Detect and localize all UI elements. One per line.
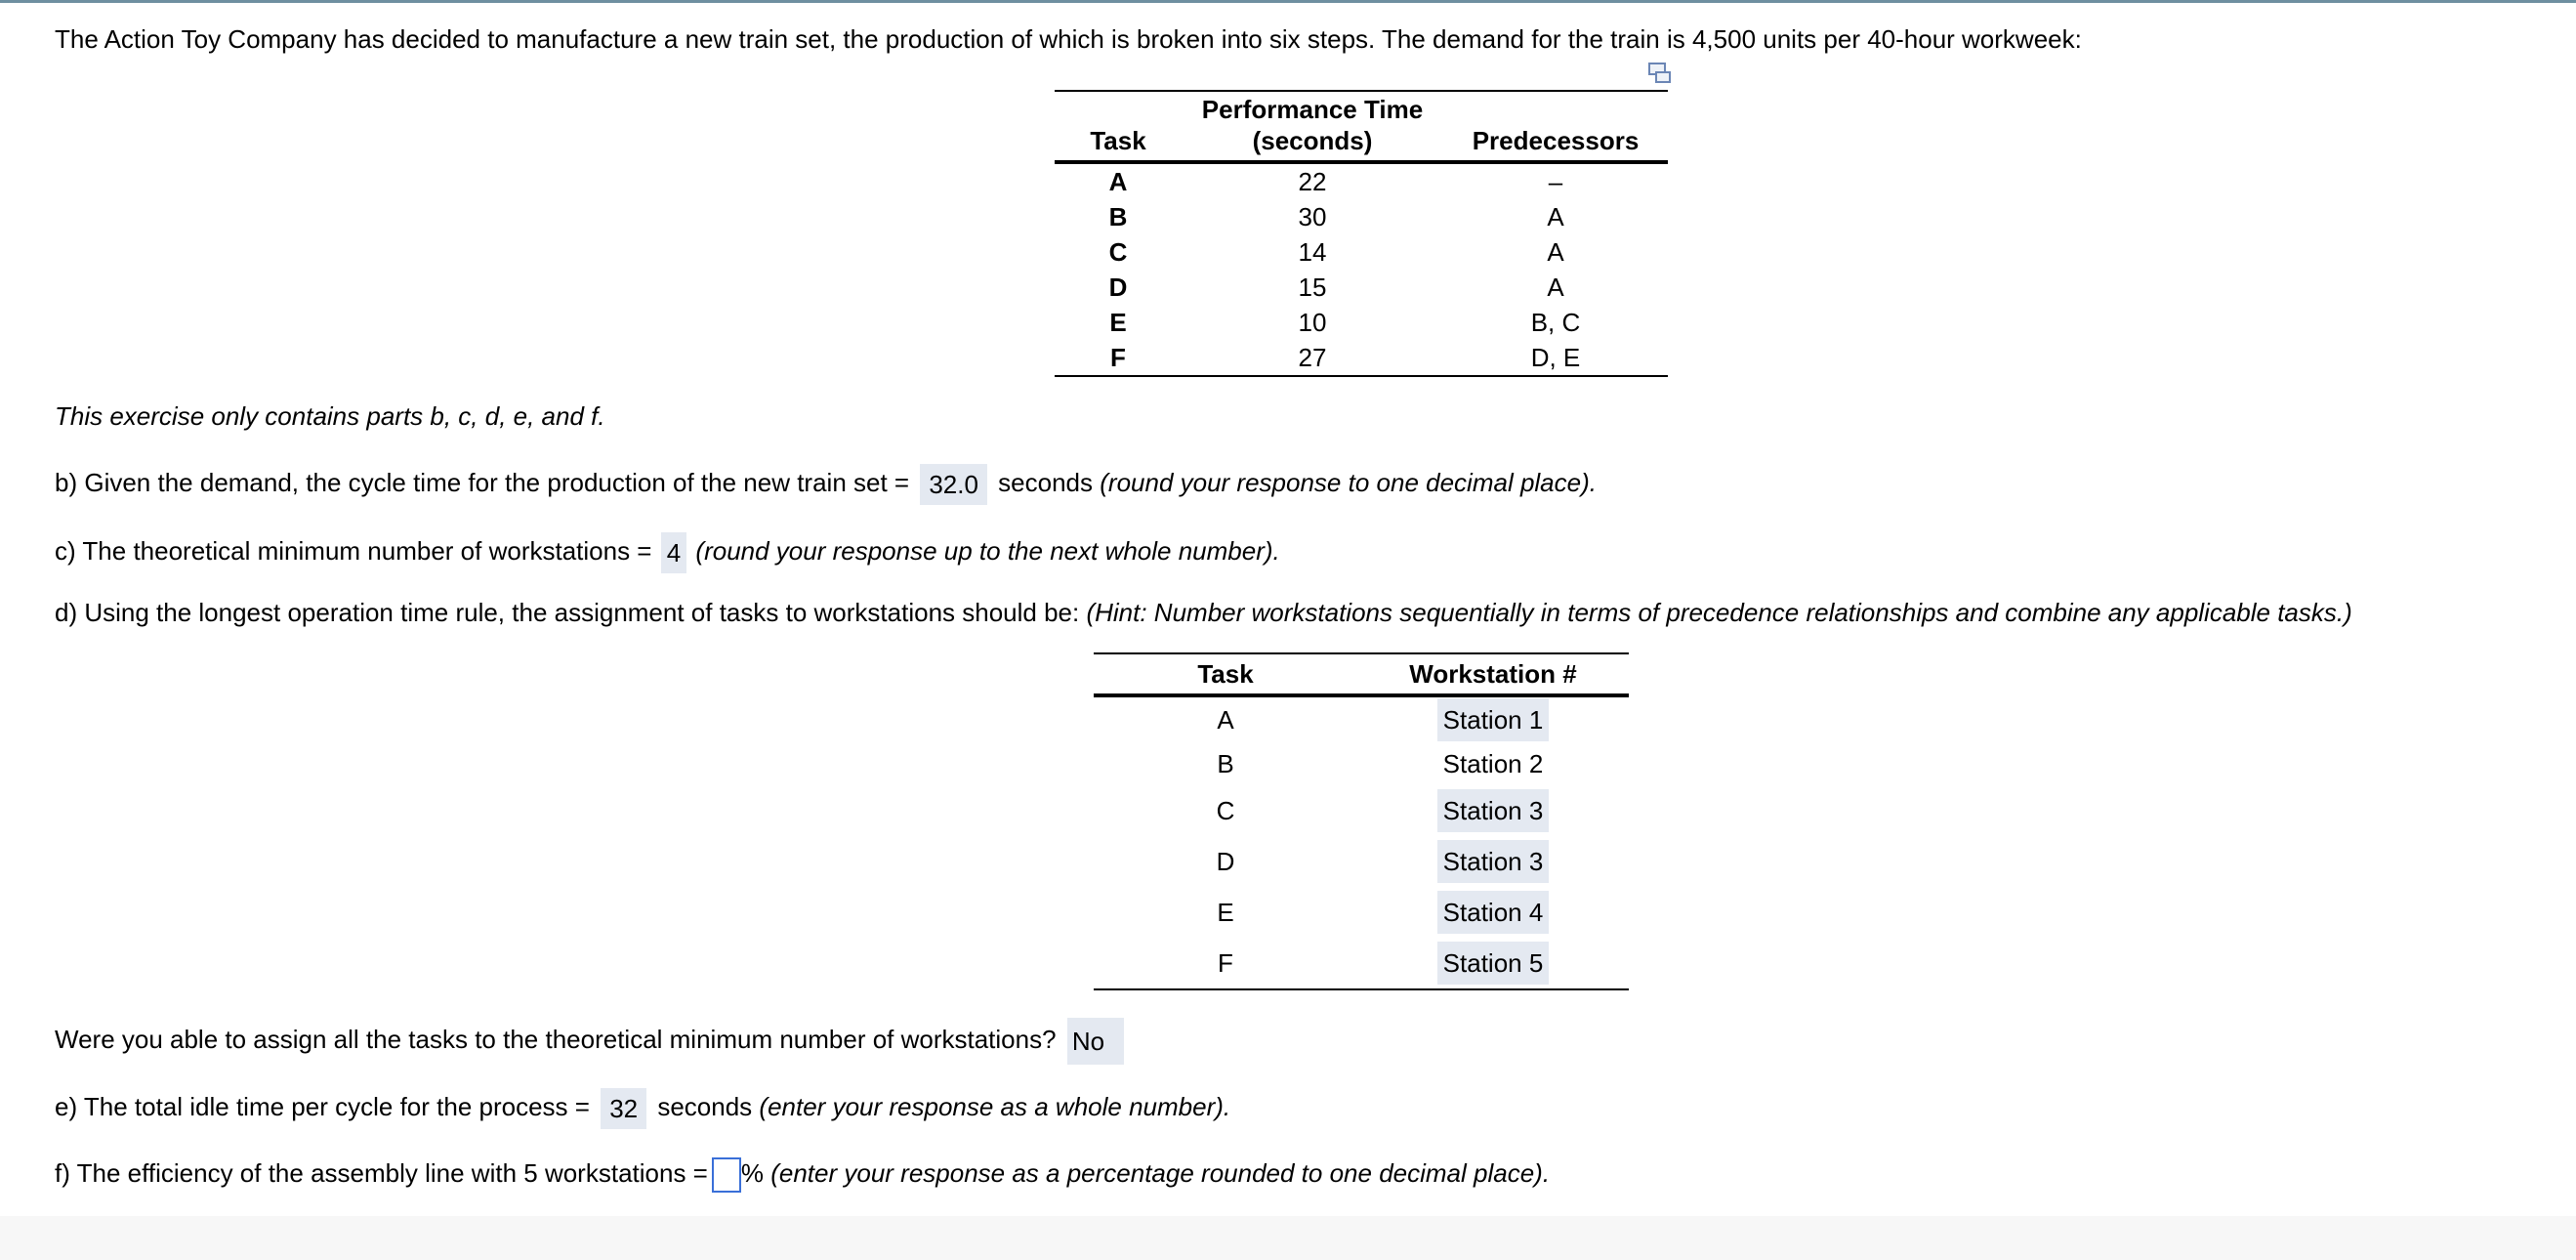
part-e-hint: (enter your response as a whole number). bbox=[759, 1091, 1231, 1121]
station-value: Station 2 bbox=[1442, 749, 1544, 778]
task-cell: E bbox=[1109, 308, 1127, 337]
task-cell: D bbox=[1216, 846, 1235, 876]
task-cell: D bbox=[1108, 273, 1128, 302]
time-cell: 14 bbox=[1298, 237, 1327, 267]
part-f-suffix: % bbox=[740, 1158, 764, 1188]
table-row bbox=[1055, 340, 1668, 376]
workstation-assignment-table bbox=[1094, 652, 1629, 990]
col-header-time-line2: (seconds) bbox=[1252, 126, 1373, 155]
part-b-hint: (round your response to one decimal place). bbox=[1100, 467, 1597, 497]
expand-table-icon[interactable] bbox=[1648, 63, 1672, 84]
col-header-time-line1: Performance Time bbox=[1201, 95, 1424, 124]
station-select[interactable]: Station 1 bbox=[1437, 698, 1550, 741]
col-header-workstation: Workstation # bbox=[1409, 659, 1577, 689]
top-border bbox=[0, 0, 2576, 3]
footer-area bbox=[0, 1216, 2576, 1260]
part-f-answer-input[interactable] bbox=[712, 1157, 741, 1193]
station-select[interactable]: Station 4 bbox=[1437, 891, 1550, 934]
station-cell bbox=[1357, 695, 1629, 742]
table-row bbox=[1094, 836, 1629, 887]
task-cell: F bbox=[1110, 343, 1126, 372]
station-cell bbox=[1357, 938, 1629, 989]
part-b-answer[interactable]: 32.0 bbox=[920, 464, 987, 505]
task-data-table bbox=[1055, 90, 1668, 377]
task-cell: E bbox=[1217, 897, 1234, 927]
part-f-prefix: f) The efficiency of the assembly line with 5 workstations = bbox=[55, 1158, 708, 1188]
part-b-prefix: b) Given the demand, the cycle time for the production of the new train set = bbox=[55, 467, 910, 497]
station-select[interactable]: Station 5 bbox=[1437, 942, 1550, 985]
exercise-note bbox=[55, 400, 605, 432]
part-c bbox=[55, 532, 1280, 573]
table-row bbox=[1055, 199, 1668, 234]
part-b bbox=[55, 464, 1597, 505]
table-row bbox=[1055, 162, 1668, 199]
pred-cell: D, E bbox=[1530, 343, 1581, 372]
station-cell bbox=[1357, 742, 1629, 785]
table-row bbox=[1094, 938, 1629, 989]
part-d-prefix: d) Using the longest operation time rule, the assignment of tasks to workstations should be: bbox=[55, 598, 1080, 627]
part-e-suffix: seconds bbox=[657, 1091, 753, 1121]
table-row bbox=[1055, 305, 1668, 340]
pred-cell: B, C bbox=[1530, 308, 1581, 337]
part-e bbox=[55, 1088, 1230, 1129]
part-e-answer[interactable]: 32 bbox=[601, 1088, 646, 1129]
pred-cell: A bbox=[1547, 273, 1564, 302]
table-row bbox=[1094, 742, 1629, 785]
question-d-followup bbox=[55, 1018, 1128, 1065]
time-cell: 22 bbox=[1298, 167, 1327, 196]
table-row bbox=[1094, 785, 1629, 836]
task-cell: B bbox=[1217, 748, 1234, 778]
pred-cell: A bbox=[1547, 237, 1564, 267]
table-row bbox=[1055, 270, 1668, 305]
task-cell: A bbox=[1217, 704, 1234, 735]
col-header-task: Task bbox=[1197, 659, 1254, 689]
part-b-suffix: seconds bbox=[998, 467, 1094, 497]
station-cell bbox=[1357, 785, 1629, 836]
part-d bbox=[55, 597, 2352, 628]
part-c-hint: (round your response up to the next whole number). bbox=[695, 535, 1280, 566]
table-row bbox=[1055, 234, 1668, 270]
task-cell: F bbox=[1218, 947, 1233, 978]
col-header-predecessors: Predecessors bbox=[1472, 126, 1640, 155]
station-cell bbox=[1357, 887, 1629, 938]
table-row bbox=[1094, 887, 1629, 938]
part-f-hint: (enter your response as a percentage rounded to one decimal place). bbox=[770, 1158, 1551, 1188]
pred-cell: A bbox=[1547, 202, 1564, 231]
question-d-followup-answer[interactable]: No bbox=[1067, 1018, 1124, 1065]
table-row bbox=[1094, 695, 1629, 742]
station-select[interactable]: Station 3 bbox=[1437, 840, 1550, 883]
part-e-prefix: e) The total idle time per cycle for the process = bbox=[55, 1091, 590, 1121]
task-cell: C bbox=[1216, 795, 1235, 825]
question-d-followup-prefix: Were you able to assign all the tasks to the theoretical minimum number of workstations? bbox=[55, 1024, 1057, 1054]
task-cell: A bbox=[1108, 167, 1128, 196]
station-select[interactable]: Station 3 bbox=[1437, 789, 1550, 832]
time-cell: 15 bbox=[1298, 273, 1327, 302]
part-c-answer[interactable]: 4 bbox=[661, 532, 686, 573]
time-cell: 27 bbox=[1298, 343, 1327, 372]
part-f bbox=[55, 1157, 1550, 1193]
station-cell bbox=[1357, 836, 1629, 887]
time-cell: 10 bbox=[1298, 308, 1327, 337]
col-header-performance-time bbox=[1182, 91, 1443, 162]
task-cell: C bbox=[1108, 237, 1128, 267]
exercise-note-text: This exercise only contains parts b, c, d, e, and f. bbox=[55, 401, 605, 431]
part-d-hint: (Hint: Number workstations sequentially in terms of precedence relationships and combine any applicable tasks.) bbox=[1086, 598, 2352, 627]
pred-cell: – bbox=[1548, 167, 1563, 196]
task-cell: B bbox=[1108, 202, 1128, 231]
part-c-prefix: c) The theoretical minimum number of workstations = bbox=[55, 535, 652, 566]
intro-text: The Action Toy Company has decided to manufacture a new train set, the production of which is broken into six steps. The demand for the train is 4,500 units per 40-hour workweek: bbox=[55, 24, 2082, 54]
time-cell: 30 bbox=[1298, 202, 1327, 231]
col-header-task: Task bbox=[1090, 126, 1146, 155]
